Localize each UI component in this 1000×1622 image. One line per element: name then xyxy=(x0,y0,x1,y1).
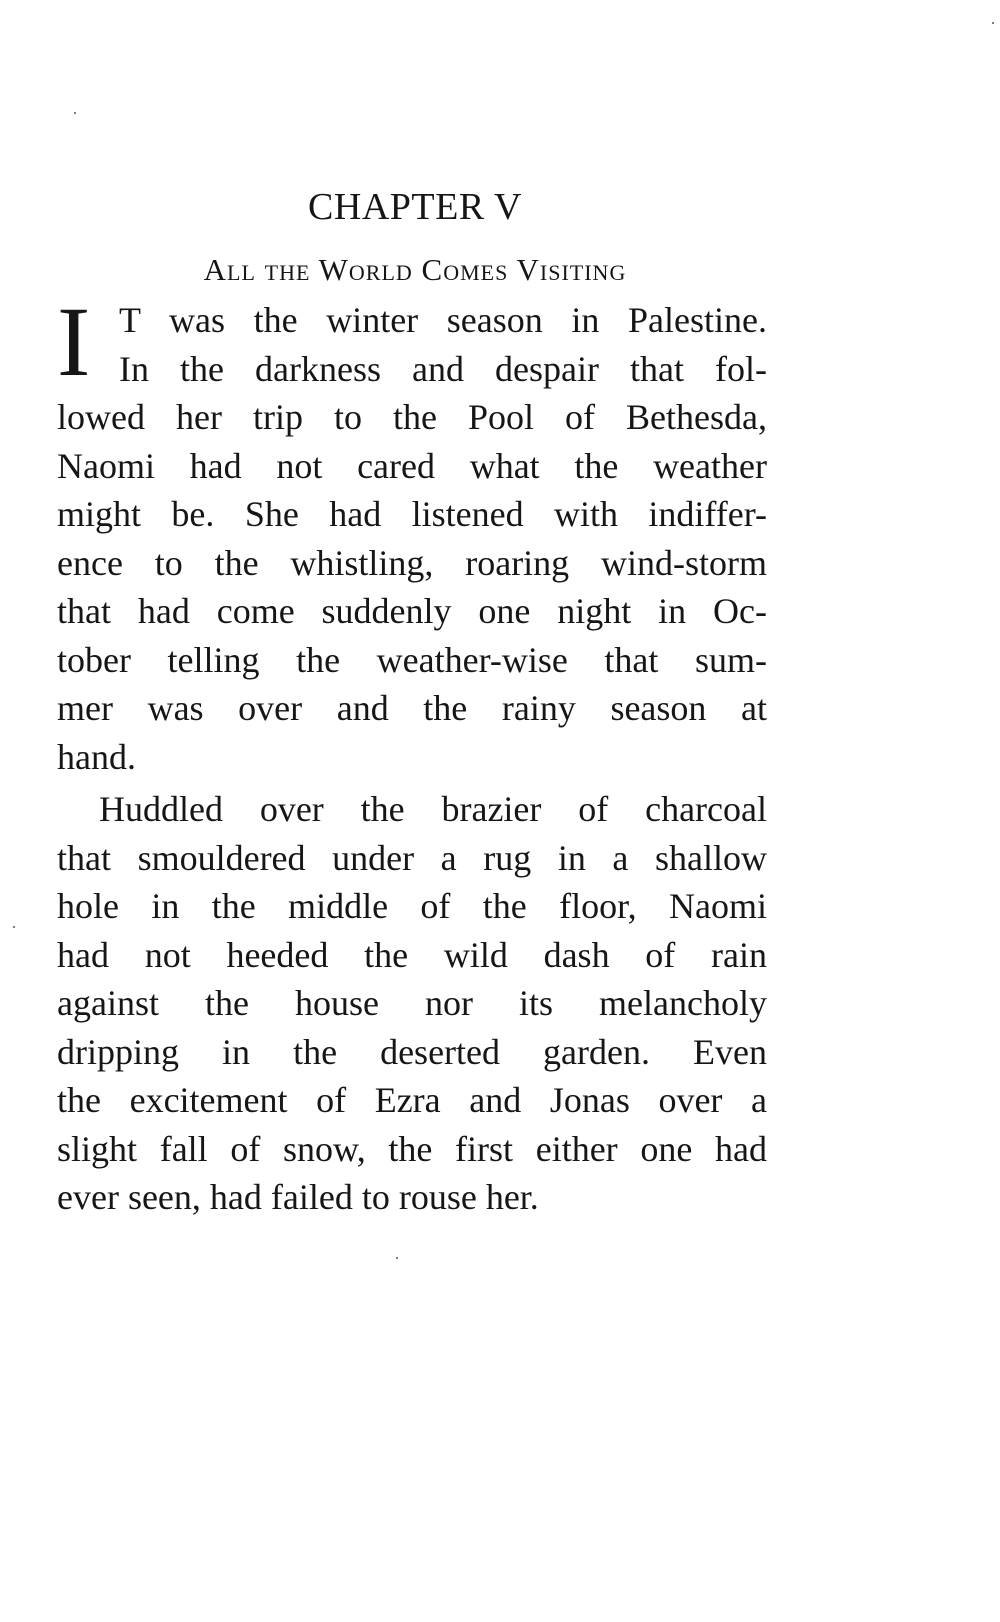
text-line: ever seen, had failed to rouse her. xyxy=(57,1177,539,1217)
chapter-heading: CHAPTER V xyxy=(308,186,522,228)
text-line: that had come suddenly one night in Oc- xyxy=(57,591,767,631)
text-line: the excitement of Ezra and Jonas over a xyxy=(57,1080,767,1120)
text-line: slight fall of snow, the first either one had xyxy=(57,1128,767,1169)
scan-speck xyxy=(13,926,15,928)
text-line: Huddled over the brazier of charcoal xyxy=(99,789,767,829)
text-line: lowed her trip to the Pool of Bethesda, xyxy=(57,397,767,437)
paragraph-2 xyxy=(57,785,767,1222)
text-line: tober telling the weather-wise that sum- xyxy=(57,639,767,680)
chapter-title: All the World Comes Visiting xyxy=(203,252,627,287)
text-line: against the house nor its melancholy xyxy=(57,983,767,1023)
scan-speck xyxy=(992,22,994,24)
scan-speck xyxy=(396,1257,398,1259)
text-line: that smouldered under a rug in a shallow xyxy=(57,837,767,878)
text-line: might be. She had listened with indiffer- xyxy=(57,494,767,534)
paragraph-1 xyxy=(57,286,767,781)
text-line: had not heeded the wild dash of rain xyxy=(57,934,767,975)
text-line: hand. xyxy=(57,736,136,777)
text-line: T was the winter season in Palestine. xyxy=(119,300,767,340)
drop-cap: I xyxy=(57,286,91,397)
text-line: hole in the middle of the floor, Naomi xyxy=(57,886,767,926)
text-line: Naomi had not cared what the weather xyxy=(57,445,767,486)
text-line: In the darkness and despair that fol- xyxy=(119,348,767,389)
scan-speck xyxy=(74,112,76,114)
text-line: dripping in the deserted garden. Even xyxy=(57,1031,767,1072)
text-line: mer was over and the rainy season at xyxy=(57,688,767,728)
text-line: ence to the whistling, roaring wind-storm xyxy=(57,542,767,583)
